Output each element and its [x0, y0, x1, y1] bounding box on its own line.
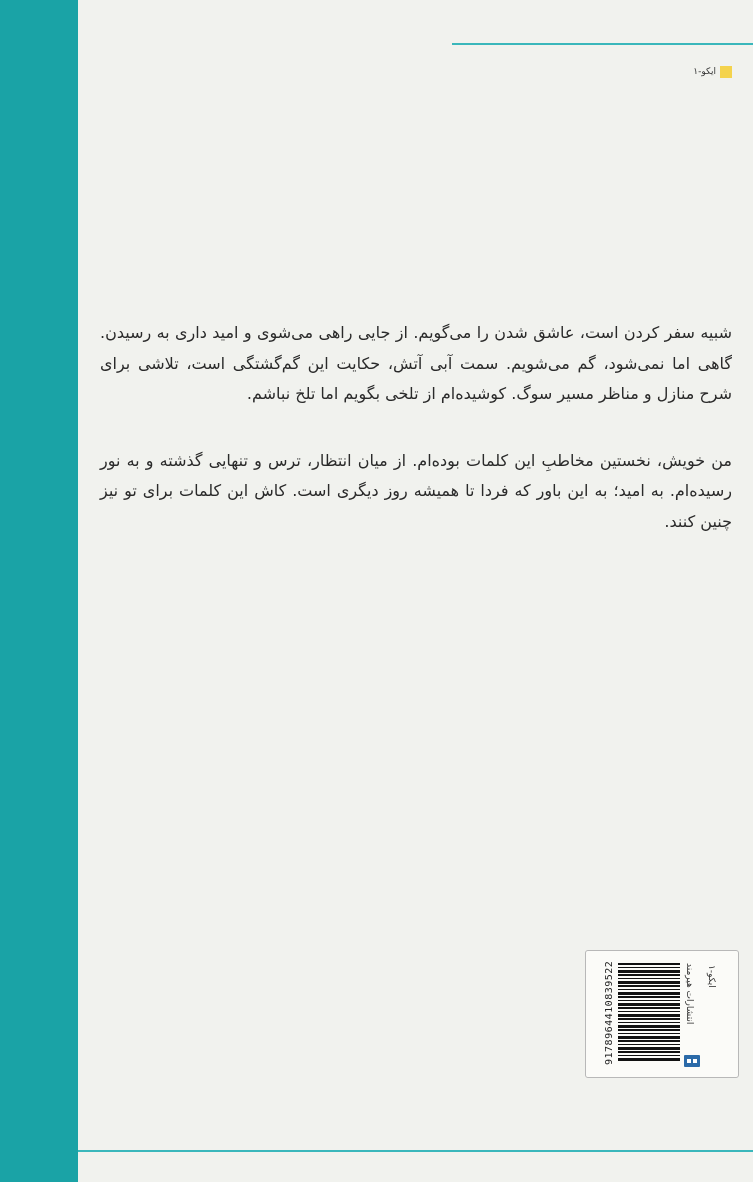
series-tag: [693, 66, 732, 78]
blurb-paragraph-1: شبیه سفر کردن است، عاشق شدن را می‌گویم. از جایی راهی می‌شوی و امید داری به رسیدن. گاهی اما نمی‌شود، گم می‌شویم. سمت آبی آتش، حکایت این گم‌گشتگی است، تلاشی برای شرح منازل و مناظر مسیر سوگ. کوشیده‌ام از تلخی بگویم اما تلخ نباشم.: [100, 323, 732, 403]
barcode-sticker: [585, 950, 739, 1078]
barcode-publisher: انتشارات هیرمند: [684, 963, 694, 1025]
top-divider-line: [452, 43, 753, 45]
barcode-area: [592, 957, 732, 1071]
back-cover-blurb: [100, 318, 732, 537]
barcode-series-label: ایکو-۱: [706, 965, 716, 988]
barcode-bars: [618, 963, 680, 1061]
blurb-paragraph-2: من خویش، نخستین مخاطبِ این کلمات بوده‌ام. از میان انتظار، ترس و تنهایی گذشته و به نور رسیده‌ام. به امید؛ به این باور که فردا تا همیشه روز دیگری است. کاش این کلمات برای تو نیز چنین کنند.: [100, 450, 732, 531]
publisher-logo-icon: [684, 1055, 700, 1067]
cover-spine-band: [0, 0, 78, 1182]
series-square-icon: [720, 66, 732, 78]
barcode-digits: 9178964410839522: [604, 960, 615, 1065]
series-label: ایکو-۱: [693, 67, 716, 77]
bottom-divider-line: [78, 1150, 753, 1152]
